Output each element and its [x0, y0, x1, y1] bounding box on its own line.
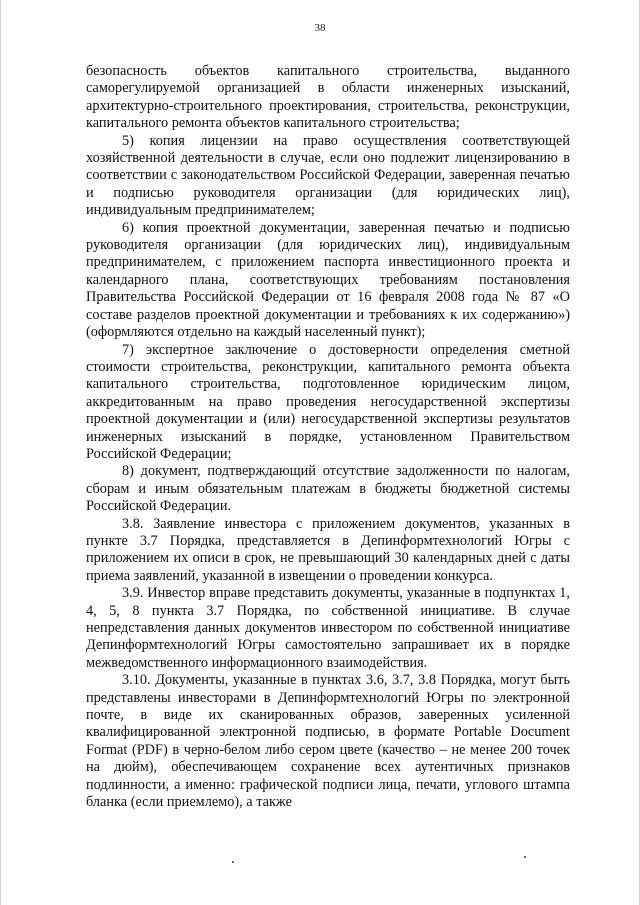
- paragraph-item-7: 7) экспертное заключение о достоверности определения сметной стоимости строительства, реконструкции, капитального ремонта объекта капитального строительства, подготовленное юридическим лицом, аккредитованным на право проведения негосударственной экспертизы проектной документации и (или) негосударственной экспертизы результатов инженерных изысканий в порядке, установленном Правительством Российской Федерации;: [86, 341, 570, 462]
- page-left-edge: [0, 0, 1, 905]
- page-number: 38: [314, 22, 326, 34]
- body-text: [86, 63, 570, 811]
- scan-speck: [232, 861, 234, 863]
- paragraph-item-6: 6) копия проектной документации, заверенная печатью и подписью руководителя организации (для юридических лиц), индивидуальным предпринимателем, с приложением паспорта инвестиционного проекта и календарного плана, соответствующих требованиям постановления Правительства Российской Федерации от 16 февраля 2008 года № 87 «О составе разделов проектной документации и требованиях к их содержанию») (оформляются отдельно на каждый населенный пункт);: [86, 219, 570, 341]
- scan-speck: [524, 856, 526, 858]
- paragraph-3-9: 3.9. Инвестор вправе представить документы, указанные в подпунктах 1, 4, 5, 8 пункта 3.7 Порядка, по собственной инициативе. В случае непредставления данных документов инвестором по собственной инициативе Депинформтехнологий Югры самостоятельно запрашивает их в порядке межведомственного информационного взаимодействия.: [86, 585, 570, 671]
- paragraph-3-8: 3.8. Заявление инвестора с приложением документов, указанных в пункте 3.7 Порядка, представляется в Депинформтехнологий Югры с приложением их описи в срок, не превышающий 30 календарных дней с даты приема заявлений, указанной в извещении о проведении конкурса.: [86, 515, 570, 584]
- paragraph-continuation: безопасность объектов капитального строительства, выданного саморегулируемой организацией в области инженерных изысканий, архитектурно-строительного проектирования, строительства, реконструкции, капитального ремонта объектов капитального строительства;: [86, 63, 570, 132]
- paragraph-item-8: 8) документ, подтверждающий отсутствие задолженности по налогам, сборам и иным обязательным платежам в бюджеты бюджетной системы Российской Федерации.: [86, 463, 570, 515]
- paragraph-3-10: 3.10. Документы, указанные в пунктах 3.6, 3.7, 3.8 Порядка, могут быть представлены инвесторами в Депинформтехнологий Югры по электронной почте, в виде их сканированных образов, заверенных усиленной квалифицированной электронной подписью, в формате Portable Document Format (PDF) в черно-белом либо сером цвете (качество – не менее 200 точек на дюйм), обеспечивающем сохранение всех аутентичных признаков подлинности, а именно: графической подписи лица, печати, углового штампа бланка (если приемлемо), а также: [86, 672, 570, 811]
- paragraph-item-5: 5) копия лицензии на право осуществления соответствующей хозяйственной деятельности в случае, если оно подлежит лицензированию в соответствии с законодательством Российской Федерации, заверенная печатью и подписью руководителя организации (для юридических лиц), индивидуальным предпринимателем;: [86, 132, 570, 219]
